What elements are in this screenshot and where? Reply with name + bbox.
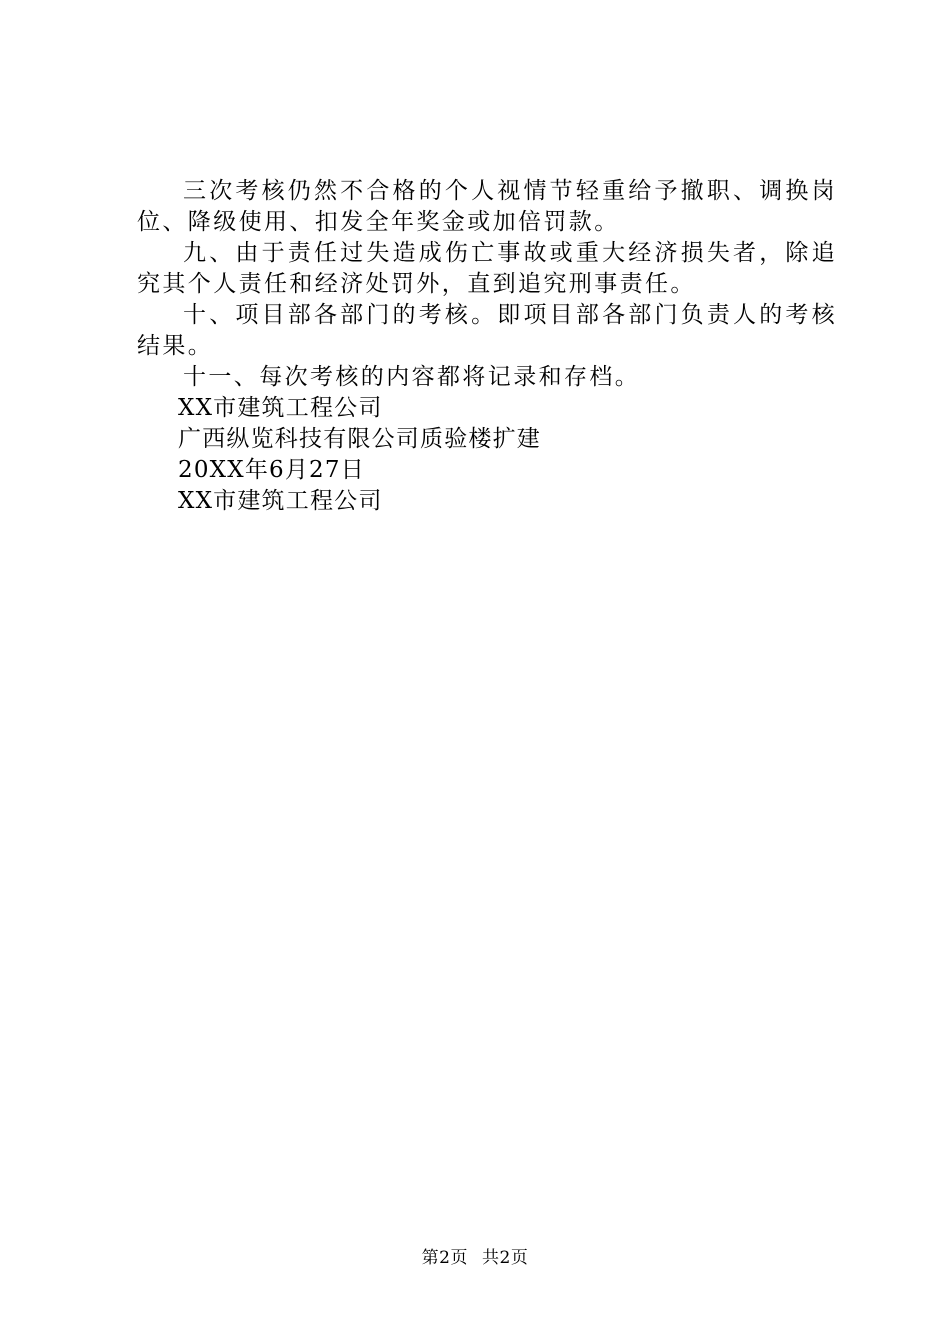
signature-project: 广西纵览科技有限公司质验楼扩建 [178,426,541,452]
paragraph-nine: 九、由于责任过失造成伤亡事故或重大经济损失者，除追究其个人责任和经济处罚外，直到追究刑事责任。 [137,240,837,297]
signature-company: XX市建筑工程公司 [178,395,383,421]
document-body [137,176,837,517]
page-number: 第2页 [421,1248,468,1268]
page-footer [0,1243,950,1268]
paragraph-eleven: 十一、每次考核的内容都将记录和存档。 [183,364,641,390]
paragraph-ten: 十、项目部各部门的考核。即项目部各部门负责人的考核结果。 [137,302,837,359]
signature-date: 20XX年6月27日 [178,457,365,483]
page-total: 共2页 [482,1248,529,1268]
signature-company-repeat: XX市建筑工程公司 [178,488,383,514]
paragraph-penalty: 三次考核仍然不合格的个人视情节轻重给予撤职、调换岗位、降级使用、扣发全年奖金或加倍罚款。 [137,178,837,235]
